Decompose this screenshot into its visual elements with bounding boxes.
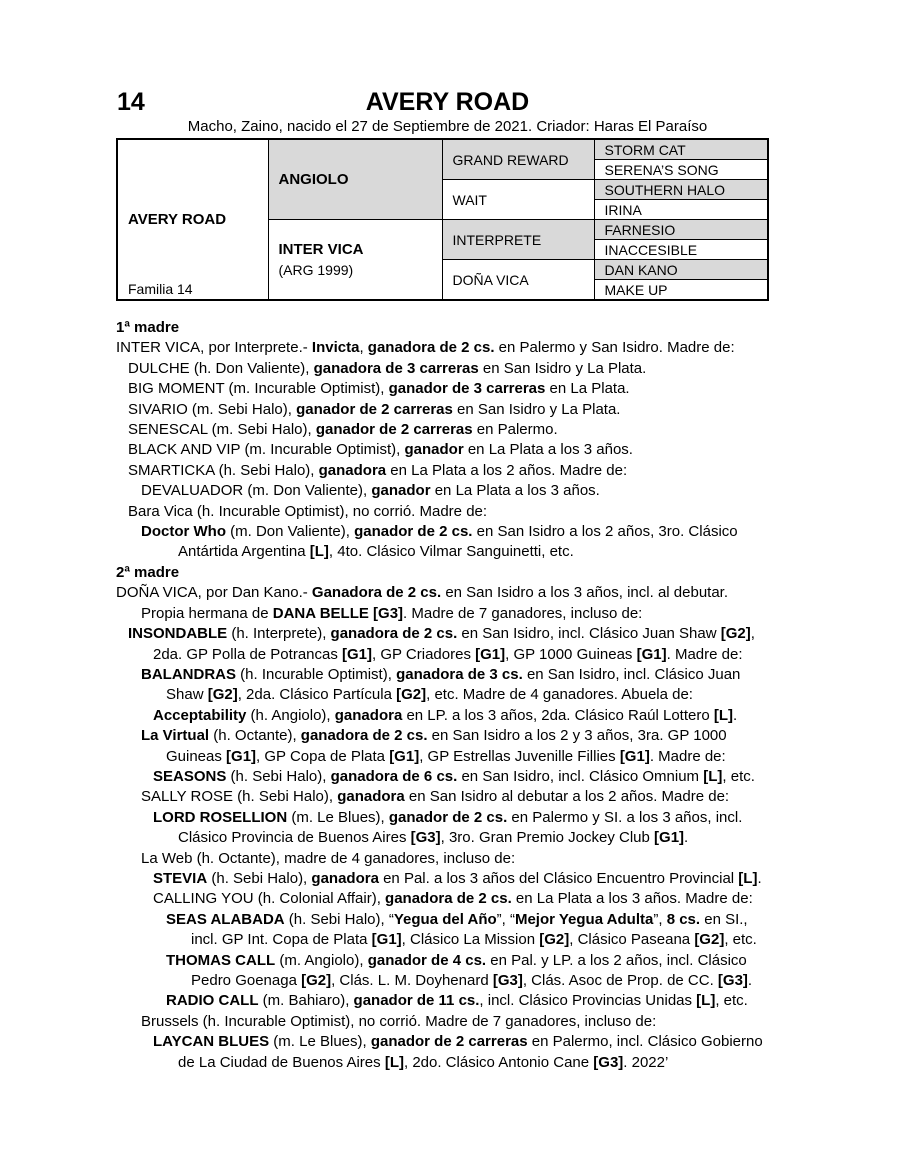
text-segment: DULCHE (h. Don Valiente), [128, 359, 314, 377]
family-line [116, 930, 796, 950]
bold-text: ganadora de 2 cs. [367, 339, 495, 357]
pedigree-horse-cell [117, 139, 268, 300]
text-segment: Propia hermana de [141, 604, 273, 622]
text-segment: (h. Incurable Optimist), [236, 665, 397, 683]
text-segment: . [684, 829, 689, 847]
section-heading [116, 318, 796, 338]
family-line [116, 869, 796, 889]
bold-text: ganadora [334, 706, 403, 724]
bold-text: ganadora [337, 788, 405, 806]
family-line [116, 951, 796, 971]
bold-text: [G1] [619, 747, 650, 765]
bold-text: INSONDABLE [128, 625, 228, 643]
family-line [116, 359, 796, 379]
bold-text: LAYCAN BLUES [153, 1033, 270, 1051]
bold-text: ganador de 2 cs. [354, 523, 473, 541]
bold-text: [L] [738, 869, 758, 887]
bold-text: ganador [404, 441, 464, 459]
pedigree-sire: ANGIOLO [278, 171, 349, 188]
bold-text: 1ª madre [116, 319, 180, 336]
bold-text: [L] [309, 543, 329, 561]
bold-text: ganadora de 2 cs. [300, 727, 428, 745]
text-segment: Guineas [166, 747, 227, 765]
family-line [116, 889, 796, 909]
family-line [116, 624, 796, 644]
bold-text: STEVIA [153, 869, 208, 887]
pedigree-g3-6: INACCESIBLE [594, 240, 768, 260]
pedigree-dam-sire: INTERPRETE [442, 220, 594, 260]
text-segment: DEVALUADOR (m. Don Valiente), [141, 482, 372, 500]
text-segment: INTER VICA, por Interprete.- [116, 339, 312, 357]
bold-text: [G1] [389, 747, 420, 765]
text-segment: (h. Sebi Halo), [226, 767, 331, 785]
text-segment: en San Isidro y La Plata. [478, 359, 647, 377]
family-line [116, 685, 796, 705]
text-segment: (h. Interprete), [227, 625, 331, 643]
bold-text: [G2] [207, 686, 238, 704]
text-segment: en Palermo. [472, 421, 558, 439]
bold-text: [G1] [654, 829, 685, 847]
bold-text: ganadora de 2 cs. [385, 890, 512, 908]
text-segment: en San Isidro a los 3 años, incl. al debutar. [441, 584, 729, 602]
text-segment: de La Ciudad de Buenos Aires [178, 1053, 385, 1071]
pedigree-table [116, 138, 769, 301]
lot-number: 14 [117, 88, 145, 116]
text-segment: , GP Estrellas Juvenille Fillies [419, 747, 620, 765]
bold-text: ganadora de 3 cs. [396, 665, 523, 683]
family-line [116, 645, 796, 665]
text-segment: , Clásico La Mission [401, 931, 540, 949]
bold-text: ganadora de 2 cs. [330, 625, 458, 643]
text-segment: . [757, 869, 762, 887]
bold-text: [G3] [492, 972, 523, 989]
text-segment: BLACK AND VIP (m. Incurable Optimist), [128, 441, 405, 459]
pedigree-family: Familia 14 [128, 281, 193, 297]
bold-text: LORD ROSELLION [153, 808, 288, 826]
family-line [116, 522, 796, 542]
pedigree-g3-3: SOUTHERN HALO [594, 180, 768, 200]
family-line [116, 971, 796, 991]
bold-text: ganador de 3 carreras [388, 380, 546, 398]
text-segment: 2da. GP Polla de Potrancas [153, 645, 343, 663]
text-segment: en San Isidro, incl. Clásico Omnium [457, 767, 704, 785]
bold-text: [L] [384, 1053, 404, 1071]
family-line [116, 849, 796, 869]
pedigree-g3-4: IRINA [594, 200, 768, 220]
text-segment: Antártida Argentina [178, 543, 310, 561]
text-segment: ”, [653, 910, 667, 928]
text-segment: , Clásico Paseana [569, 931, 695, 949]
pedigree-g3-5: FARNESIO [594, 220, 768, 240]
bold-text: [G2] [694, 931, 725, 949]
text-segment: SALLY ROSE (h. Sebi Halo), [141, 788, 338, 806]
text-segment: en Pal. y LP. a los 2 años, incl. Clásico [486, 951, 747, 969]
bold-text: [G2] [301, 972, 332, 989]
family-line [116, 379, 796, 399]
text-segment: , 2do. Clásico Antonio Cane [403, 1053, 594, 1071]
family-line [116, 747, 796, 767]
family-line [116, 420, 796, 440]
text-segment: Clásico Provincia de Buenos Aires [178, 829, 411, 847]
bold-text: SEAS ALABADA [166, 910, 285, 928]
bold-text: BALANDRAS [141, 665, 236, 683]
family-line [116, 440, 796, 460]
text-segment: en Palermo, incl. Clásico Gobierno [527, 1033, 763, 1051]
bold-text: ganador de 4 cs. [367, 951, 487, 969]
text-segment: Brussels (h. Incurable Optimist), no corrió. Madre de 7 ganadores, incluso de: [141, 1012, 657, 1030]
pedigree-sire-cell [268, 139, 442, 220]
text-segment: (m. Bahiaro), [258, 992, 354, 1010]
bold-text: DANA BELLE [G3] [272, 604, 404, 622]
bold-text: ganador de 2 carreras [370, 1033, 528, 1051]
pedigree-g3-2: SERENA’S SONG [594, 160, 768, 180]
bold-text: Doctor Who [141, 523, 226, 541]
bold-text: La Virtual [141, 727, 210, 745]
text-segment: (m. Le Blues), [287, 808, 389, 826]
text-segment: , [359, 339, 368, 357]
bold-text: Mejor Yegua Adulta [514, 910, 654, 928]
text-segment: DOÑA VICA, por Dan Kano.- [116, 584, 312, 602]
text-segment: . 2022’ [623, 1053, 669, 1071]
text-segment: (h. Octante), [209, 727, 301, 745]
text-segment: , [750, 625, 755, 643]
bold-text: ganadora de 6 cs. [330, 767, 458, 785]
pedigree-sire-dam: WAIT [442, 180, 594, 220]
text-segment: , Clás. L. M. Doyhenard [331, 972, 493, 989]
family-line [116, 665, 796, 685]
text-segment: en San Isidro, incl. Clásico Juan Shaw [457, 625, 721, 643]
bold-text: [G1] [226, 747, 257, 765]
family-line [116, 542, 796, 562]
text-segment: . Madre de: [649, 747, 726, 765]
bold-text: 2ª madre [116, 563, 180, 581]
text-segment: . [733, 706, 738, 724]
text-segment: SIVARIO (m. Sebi Halo), [128, 400, 297, 418]
bold-text: ganador de 11 cs. [353, 992, 480, 1010]
bold-text: Invicta [311, 339, 360, 357]
text-segment: en La Plata a los 2 años. Madre de: [386, 461, 628, 479]
text-segment: (h. Angiolo), [246, 706, 335, 724]
text-segment: en Palermo y SI. a los 3 años, incl. [507, 808, 743, 826]
bold-text: [L] [713, 706, 734, 724]
text-segment: , 3ro. Gran Premio Jockey Club [440, 829, 655, 847]
bold-text: [L] [696, 992, 716, 1010]
pedigree-dam-note: (ARG 1999) [278, 262, 354, 278]
family-line [116, 1012, 796, 1032]
bold-text: [G2] [720, 625, 751, 643]
text-segment: en San Isidro, incl. Clásico Juan [522, 665, 741, 683]
text-segment: (m. Le Blues), [269, 1033, 371, 1051]
family-line [116, 481, 796, 501]
bold-text: [G2] [539, 931, 570, 949]
bold-text: [G1] [342, 645, 373, 663]
bold-text: RADIO CALL [166, 992, 259, 1010]
text-segment: BIG MOMENT (m. Incurable Optimist), [128, 380, 389, 398]
text-segment: , GP Criadores [372, 645, 476, 663]
text-segment: , etc. [722, 767, 755, 785]
bold-text: ganador de 2 carreras [315, 421, 473, 439]
text-segment: . Madre de: [666, 645, 743, 663]
bold-text: [G1] [636, 645, 667, 663]
text-segment: (m. Angiolo), [275, 951, 368, 969]
text-segment: , etc. Madre de 4 ganadores. Abuela de: [426, 686, 693, 704]
text-segment: en San Isidro y La Plata. [452, 400, 621, 418]
pedigree-dam-cell [268, 220, 442, 301]
pedigree-sire-sire: GRAND REWARD [442, 139, 594, 180]
bold-text: [L] [703, 767, 723, 785]
section-heading [116, 563, 796, 583]
family-line [116, 787, 796, 807]
text-segment: en La Plata a los 3 años. [463, 441, 633, 459]
bold-text: [G1] [475, 645, 506, 663]
text-segment: ”, “ [496, 910, 515, 928]
text-segment: , Clás. Asoc de Prop. de CC. [522, 972, 718, 989]
family-line [116, 808, 796, 828]
text-segment: , incl. Clásico Provincias Unidas [479, 992, 697, 1010]
pedigree-g3-7: DAN KANO [594, 260, 768, 280]
text-segment: , GP Copa de Plata [256, 747, 390, 765]
horse-title: AVERY ROAD [365, 88, 530, 116]
text-segment: incl. GP Int. Copa de Plata [191, 931, 372, 949]
bold-text: ganador de 2 carreras [296, 400, 453, 418]
text-segment: en San Isidro al debutar a los 2 años. Madre de: [404, 788, 730, 806]
family-line [116, 1032, 796, 1052]
text-segment: en San Isidro a los 2 años, 3ro. Clásico [472, 523, 738, 541]
bold-text: THOMAS CALL [166, 951, 276, 969]
text-segment: La Web (h. Octante), madre de 4 ganadores, incluso de: [141, 849, 516, 867]
text-segment: (h. Sebi Halo), [207, 869, 312, 887]
bold-text: [G3] [410, 829, 441, 847]
bold-text: ganadora de 3 carreras [313, 359, 479, 377]
bold-text: SEASONS [153, 767, 227, 785]
bold-text: ganadora [311, 869, 379, 887]
text-segment: Shaw [166, 686, 208, 704]
text-segment: en La Plata a los 3 años. Madre de: [511, 890, 753, 908]
family-text [116, 318, 796, 1073]
text-segment: , 2da. Clásico Partícula [237, 686, 397, 704]
text-segment: SENESCAL (m. Sebi Halo), [128, 421, 316, 439]
text-segment: CALLING YOU (h. Colonial Affair), [153, 890, 386, 908]
pedigree-dam: INTER VICA [278, 241, 364, 258]
bold-text: ganadora [318, 461, 387, 479]
family-line [116, 910, 796, 930]
family-line [116, 1053, 796, 1073]
text-segment: Pedro Goenaga [191, 972, 302, 989]
bold-text: [G2] [396, 686, 427, 704]
family-line [116, 991, 796, 1011]
family-line [116, 604, 796, 624]
bold-text: ganador [371, 482, 431, 500]
text-segment: en La Plata. [545, 380, 630, 398]
text-segment: , GP 1000 Guineas [505, 645, 637, 663]
text-segment: . Madre de 7 ganadores, incluso de: [403, 604, 643, 622]
text-segment: en SI., [700, 910, 748, 928]
bold-text: 8 cs. [666, 910, 701, 928]
family-line [116, 461, 796, 481]
bold-text: Yegua del Año [393, 910, 497, 928]
bold-text: [G1] [371, 931, 402, 949]
pedigree-dam-dam: DOÑA VICA [442, 260, 594, 301]
family-line [116, 767, 796, 787]
text-segment: en Palermo y San Isidro. Madre de: [494, 339, 735, 357]
text-segment: en Pal. a los 3 años del Clásico Encuentro Provincial [378, 869, 739, 887]
text-segment: (h. Sebi Halo), “ [284, 910, 394, 928]
family-line [116, 338, 796, 358]
bold-text: [G3] [717, 972, 748, 989]
family-line [116, 706, 796, 726]
bold-text: Ganadora de 2 cs. [311, 584, 442, 602]
text-segment: en San Isidro a los 2 y 3 años, 3ra. GP 1000 [427, 727, 727, 745]
family-line [116, 726, 796, 746]
bold-text: [G3] [593, 1053, 624, 1071]
text-segment: en La Plata a los 3 años. [430, 482, 600, 500]
pedigree-horse-name: AVERY ROAD [128, 211, 227, 228]
text-segment: . [747, 972, 753, 989]
family-line [116, 583, 796, 603]
pedigree-g3-1: STORM CAT [594, 139, 768, 160]
bold-text: Acceptability [153, 706, 247, 724]
text-segment: en LP. a los 3 años, 2da. Clásico Raúl Lottero [402, 706, 714, 724]
text-segment: , etc. [715, 992, 748, 1010]
text-segment: , 4to. Clásico Vilmar Sanguinetti, etc. [328, 543, 574, 561]
pedigree-g3-8: MAKE UP [594, 280, 768, 301]
text-segment: , etc. [724, 931, 757, 949]
text-segment: SMARTICKA (h. Sebi Halo), [128, 461, 319, 479]
family-line [116, 400, 796, 420]
bold-text: ganador de 2 cs. [388, 808, 508, 826]
horse-subtitle: Macho, Zaino, nacido el 27 de Septiembre de 2021. Criador: Haras El Paraíso [187, 118, 708, 135]
family-line [116, 502, 796, 522]
text-segment: (m. Don Valiente), [225, 523, 355, 541]
family-line [116, 828, 796, 848]
text-segment: Bara Vica (h. Incurable Optimist), no corrió. Madre de: [128, 502, 488, 520]
